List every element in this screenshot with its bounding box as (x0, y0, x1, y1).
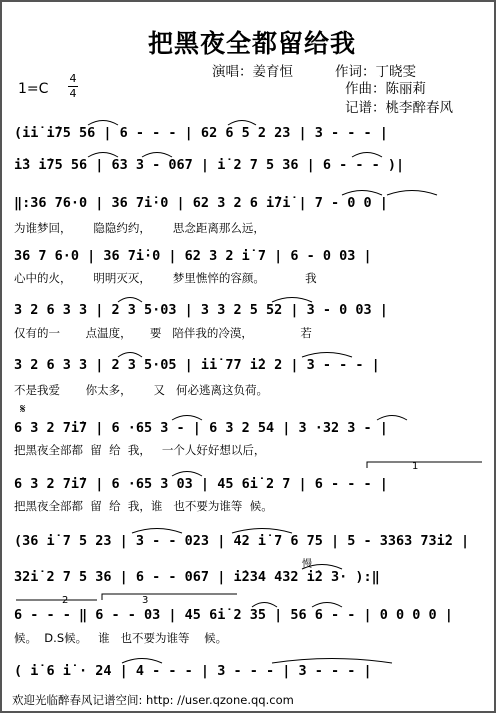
footer-note: 欢迎光临醉春风记谱空间: http: //user.qzone.qq.com (12, 693, 294, 707)
lyric-line-2: 心中的火， 明明灭灭， 梦里憔悴的容颜。 我 (14, 271, 317, 285)
slur-decorations (2, 2, 498, 715)
lyric-line-1: 为谁梦回， 隐隐约约， 思念距离那么远， (14, 221, 265, 235)
time-signature-bottom: 4 (69, 87, 77, 100)
volta-1-label: 1 (412, 461, 419, 472)
score-line-9: (36 i̇ 7 5 23 | 3 - - 023 | 42 i̇ 7 6 75 | 5 - 3363 73i̇2 | (14, 533, 470, 549)
score-line-6: 3 2 6 3 3 | 2 3 5·05 | i̇i̇ 77 i̇2 2 | 3 - - - | (14, 357, 380, 373)
lyricist-credit: 作词：丁晓雯 (335, 64, 416, 80)
singer-credit: 演唱：姜育恒 (212, 64, 293, 80)
score-line-5: 3 2 6 3 3 | 2 3 5·03 | 3 3 2 5 52 | 3 - 0 03 | (14, 302, 388, 318)
score-line-8: 6 3 2 7i̇7 | 6 ·65 3 03 | 45 6i̇ 2 7 | 6 - - - | (14, 476, 388, 492)
score-line-1: (i̇i̇ i̇75 56 | 6 - - - | 62 6 5 2 23 | 3 - - - | (14, 125, 388, 141)
lyric-line-4: 不是我爱 你太多， 又 何必逃离这负荷。 (14, 383, 268, 397)
volta-2-label: 2 (62, 595, 69, 606)
lyric-line-7: 候。 D.S候。 谁 也不要为谁等 候。 (14, 631, 228, 645)
song-title: 把黑夜全都留给我 (147, 29, 356, 58)
transcriber-credit: 记谱：桃李醉春风 (345, 100, 453, 116)
time-signature-top: 4 (69, 72, 77, 85)
score-line-3: ‖:36 76·0 | 36 7i̇·0 | 62 3 2 6 i̇7i̇ | 7 - 0 0 | (14, 195, 388, 211)
lyric-line-6: 把黑夜全部都 留 给 我，谁 也不要为谁等 候。 (14, 499, 273, 513)
score-line-12: ( i̇ 6 i̇ · 24 | 4 - - - | 3 - - - | 3 - - - | (14, 663, 372, 679)
score-line-2: i̇3 i̇75 56 | 63 3 - 067 | i̇ 2 7 5 36 | 6 - - - )| (14, 157, 405, 173)
score-line-11: 6 - - - ‖ 6 - - 03 | 45 6i̇ 2 35 | 56 6 - - | 0 0 0 0 | (14, 607, 453, 623)
volta-3-label: 3 (142, 595, 149, 606)
composer-credit: 作曲：陈丽莉 (345, 81, 426, 97)
lyric-line-3: 仅有的一 点温度， 要 陪伴我的冷漠， 若 (14, 326, 312, 340)
score-line-4: 36 7 6·0 | 36 7i̇·0 | 62 3 2 i̇ 7 | 6 - 0 03 | (14, 248, 372, 264)
key-signature: 1=C (18, 81, 49, 97)
lyric-line-5: 把黑夜全部都 留 给 我， 一个人好好想以后， (14, 443, 266, 457)
segno-mark: 𝄋 (20, 402, 26, 417)
score-line-7: 6 3 2 7i̇7 | 6 ·65 3 - | 6 3 2 54 | 3 ·32 3 - | (14, 420, 388, 436)
slow-mark: 慢 (302, 559, 312, 570)
score-line-10: 32i̇ 2 7 5 36 | 6 - - 067 | i̇234 432 i̇2 3· ):‖ (14, 569, 380, 585)
